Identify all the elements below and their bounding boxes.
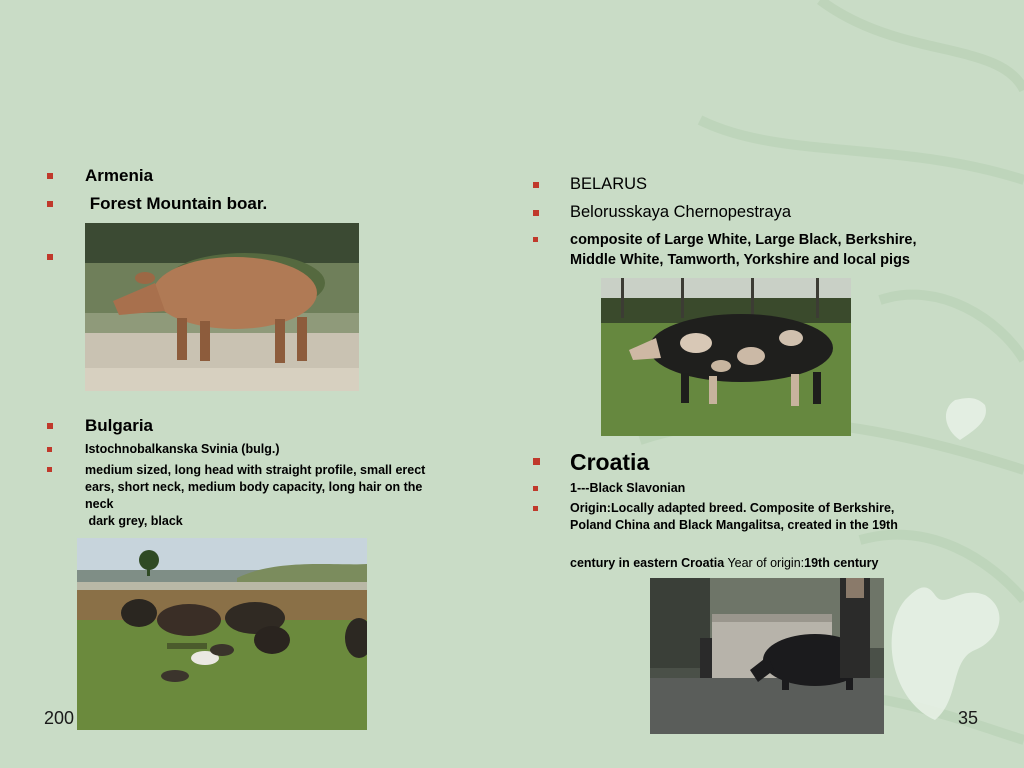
footer-left-text: 200: [44, 708, 75, 728]
bullet-marker: [47, 467, 52, 472]
bullet-marker: [533, 237, 538, 242]
bullet-marker: [47, 423, 53, 429]
croatia-origin-line: Poland China and Black Mangalitsa, created in the 19th: [570, 518, 898, 532]
year-of-origin-label: Year of origin:: [724, 556, 805, 570]
bullet-marker: [47, 447, 52, 452]
page-number: 35: [958, 708, 979, 728]
bulgaria-breed: Istochnobalkanska Svinia (bulg.): [85, 442, 280, 456]
bullet-marker: [533, 458, 540, 465]
bullet-marker: [533, 210, 539, 216]
bullet-marker: [47, 173, 53, 179]
bullet-marker: [47, 201, 53, 207]
croatia-origin-text: century in eastern Croatia: [570, 556, 725, 570]
bulgarian-pigs-photo: [77, 538, 367, 730]
bulgaria-desc-line: neck: [85, 497, 114, 511]
belarus-breed: Belorusskaya Chernopestraya: [570, 203, 792, 221]
croatia-origin: [570, 500, 970, 572]
armenia-breed: Forest Mountain boar.: [85, 194, 268, 213]
bullet-marker: [533, 486, 538, 491]
forest-mountain-boar-photo: [85, 223, 359, 391]
belarus-desc-line: Middle White, Tamworth, Yorkshire and local pigs: [570, 252, 910, 268]
bulgaria-description: [85, 462, 480, 530]
croatia-origin-line-last: [570, 555, 970, 572]
year-of-origin-value: 19th century: [804, 556, 879, 570]
belarus-desc-line: composite of Large White, Large Black, Berkshire,: [570, 232, 917, 248]
black-slavonian-photo: [650, 578, 884, 734]
bulgaria-desc-line: medium sized, long head with straight profile, small erect: [85, 463, 426, 477]
croatia-breed: 1---Black Slavonian: [570, 481, 686, 495]
croatia-origin-line: Origin:Locally adapted breed. Composite of Berkshire,: [570, 501, 895, 515]
belarus-heading: BELARUS: [570, 175, 648, 193]
belorusskaya-pig-photo: [601, 278, 851, 436]
bullet-marker: [533, 182, 539, 188]
bulgaria-desc-line: dark grey, black: [85, 514, 183, 528]
bullet-marker: [533, 506, 538, 511]
bulgaria-heading: Bulgaria: [85, 416, 154, 435]
belarus-description: [570, 230, 1000, 270]
bulgaria-desc-line: ears, short neck, medium body capacity, long hair on the: [85, 480, 423, 494]
bullet-marker: [47, 254, 53, 260]
armenia-heading: Armenia: [85, 166, 154, 185]
croatia-heading: Croatia: [570, 449, 650, 475]
